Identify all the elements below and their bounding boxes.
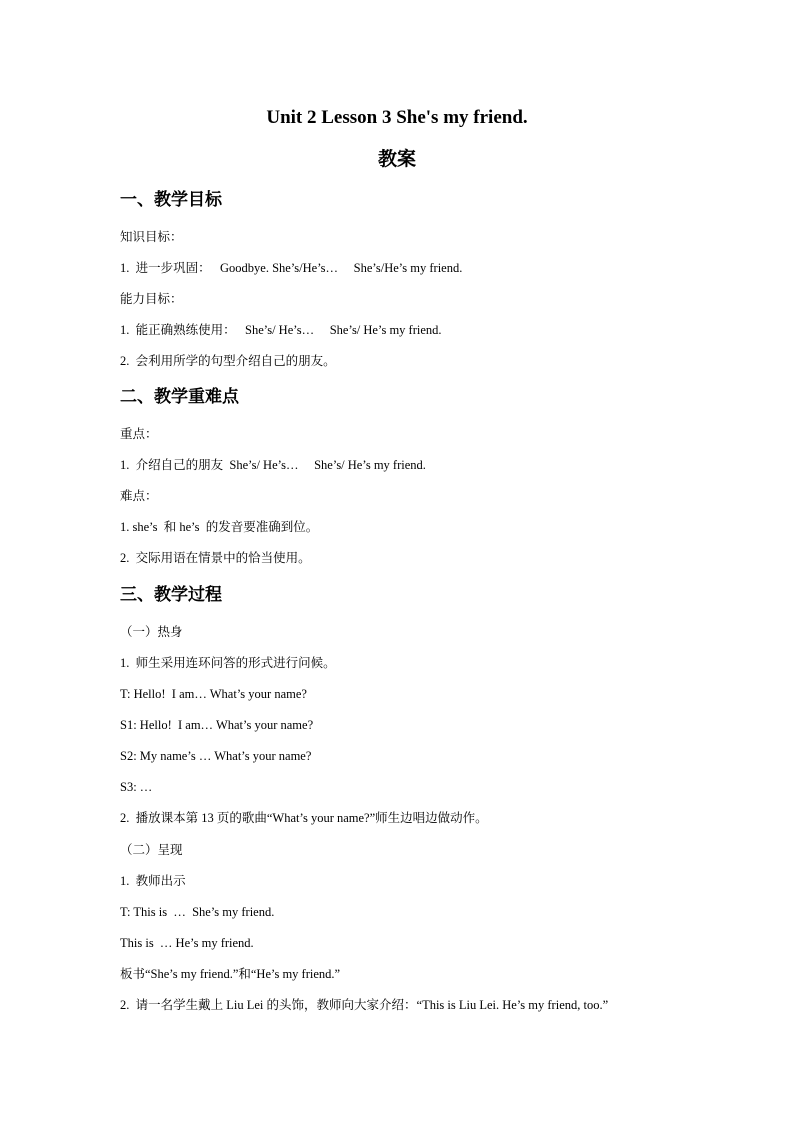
text-line: 1. 教师出示 xyxy=(120,874,186,888)
section-heading-process: 三、教学过程 xyxy=(120,585,222,605)
text-line: 1. she’s 和 he’s 的发音要准确到位。 xyxy=(120,520,319,534)
text-line: T: Hello! I am… What’s your name? xyxy=(120,687,307,701)
text-line: 板书“She’s my friend.”和“He’s my friend.” xyxy=(120,967,341,981)
text-line: 2. 播放课本第 13 页的歌曲“What’s your name?”师生边唱边做动作。 xyxy=(120,811,488,825)
text-line: 1. 师生采用连环问答的形式进行问候。 xyxy=(120,656,336,670)
text-line: 能力目标： xyxy=(120,292,183,306)
text-line: （一）热身 xyxy=(120,625,183,639)
text-line: S2: My name’s … What’s your name? xyxy=(120,749,312,763)
text-line: 2. 请一名学生戴上 Liu Lei 的头饰，教师向大家介绍：“This is Liu Lei. He’s my friend, too.” xyxy=(120,998,609,1012)
text-line: S1: Hello! I am… What’s your name? xyxy=(120,718,314,732)
text-line: 1. 介绍自己的朋友 She’s/ He’s… She’s/ He’s my friend. xyxy=(120,458,426,472)
text-line: 1. 进一步巩固： Goodbye. She’s/He’s… She’s/He’s my friend. xyxy=(120,261,463,275)
document-subtitle: 教案 xyxy=(377,148,416,170)
section-heading-objectives: 一、教学目标 xyxy=(120,190,222,210)
text-line: 1. 能正确熟练使用： She’s/ He’s… She’s/ He’s my friend. xyxy=(120,323,442,337)
text-line: This is … He’s my friend. xyxy=(120,936,254,950)
text-line: 知识目标： xyxy=(120,230,183,244)
document-title: Unit 2 Lesson 3 She's my friend. xyxy=(266,107,528,128)
text-line: 重点： xyxy=(120,427,158,441)
text-line: S3: … xyxy=(120,780,153,794)
section-heading-key-points: 二、教学重难点 xyxy=(120,387,239,407)
text-line: 2. 交际用语在情景中的恰当使用。 xyxy=(120,551,311,565)
text-line: 难点： xyxy=(120,489,158,503)
text-line: （二）呈现 xyxy=(120,843,183,857)
text-line: T: This is … She’s my friend. xyxy=(120,905,275,919)
text-line: 2. 会利用所学的句型介绍自己的朋友。 xyxy=(120,354,336,368)
